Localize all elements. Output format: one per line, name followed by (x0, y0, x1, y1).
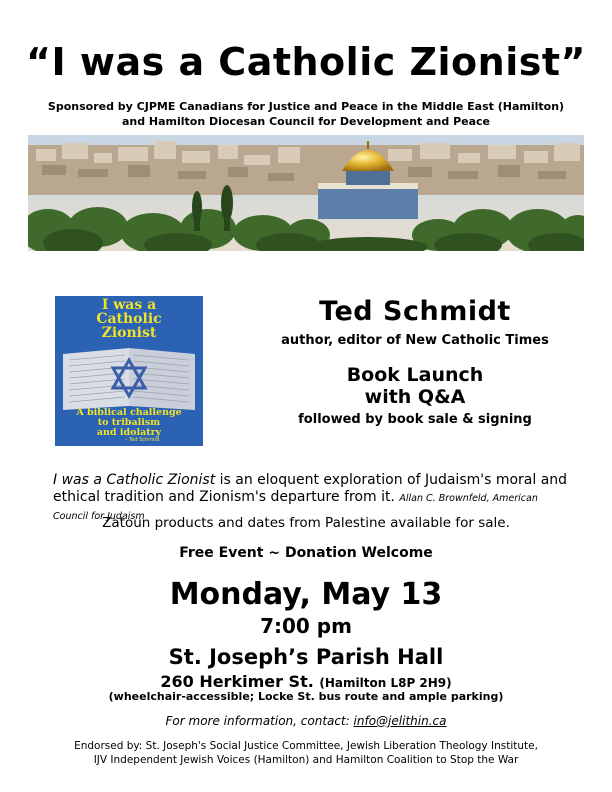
free-event-note: Free Event ~ Donation Welcome (179, 545, 433, 561)
event-followup: followed by book sale & signing (298, 412, 532, 427)
event-type-line-1: Book Launch (346, 364, 484, 386)
event-type-line-2: with Q&A (364, 386, 466, 408)
endorsements-line-1: Endorsed by: St. Joseph's Social Justice Committee, Jewish Liberation Theology Institute, (74, 740, 538, 752)
event-venue: St. Joseph’s Parish Hall (168, 645, 444, 669)
event-address (0, 672, 612, 691)
speaker-name: Ted Schmidt (319, 296, 511, 327)
accessibility-note: (wheelchair-accessible; Locke St. bus route and ample parking) (108, 690, 504, 703)
book-cover-author: – Ted Schmidt (125, 437, 160, 443)
speaker-block (230, 296, 600, 427)
description-text: is an eloquent exploration of Judaism's moral and ethical tradition and Zionism's departure from it. (53, 472, 568, 505)
description-source: Allan C. Brownfeld, American Council for Judaism (53, 493, 538, 522)
contact-label: For more information, contact: (165, 714, 354, 728)
jerusalem-banner-image (28, 135, 584, 251)
description-book-title: I was a Catholic Zionist (53, 472, 216, 488)
address-street: 260 Herkimer St. (160, 672, 314, 691)
endorsements-line-2: IJV Independent Jewish Voices (Hamilton) and Hamilton Coalition to Stop the War (93, 754, 519, 766)
sponsor-line-2: and Hamilton Diocesan Council for Development and Peace (121, 115, 491, 128)
address-city: (Hamilton L8P 2H9) (319, 676, 452, 690)
event-date: Monday, May 13 (169, 577, 443, 612)
sponsor-line-1: Sponsored by CJPME Canadians for Justice and Peace in the Middle East (Hamilton) (47, 100, 565, 113)
book-subtitle-line-1: A biblical challenge (76, 407, 182, 418)
contact-line (0, 714, 612, 728)
book-subtitle-line-3: and idolatry (96, 427, 162, 438)
speaker-role: author, editor of New Catholic Times (281, 333, 549, 348)
poster-title: “I was a Catholic Zionist” (26, 40, 586, 84)
book-subtitle-line-2: to tribalism (97, 417, 161, 428)
book-cover-image (55, 296, 203, 446)
event-time: 7:00 pm (260, 614, 352, 638)
book-title-line-3: Zionist (101, 325, 157, 341)
book-title-line-2: Catholic (96, 311, 162, 327)
zatoun-note: Zatoun products and dates from Palestine available for sale. (102, 515, 510, 531)
contact-email-link[interactable]: info@jelithin.ca (353, 714, 447, 728)
book-title-line-1: I was a (101, 297, 157, 313)
